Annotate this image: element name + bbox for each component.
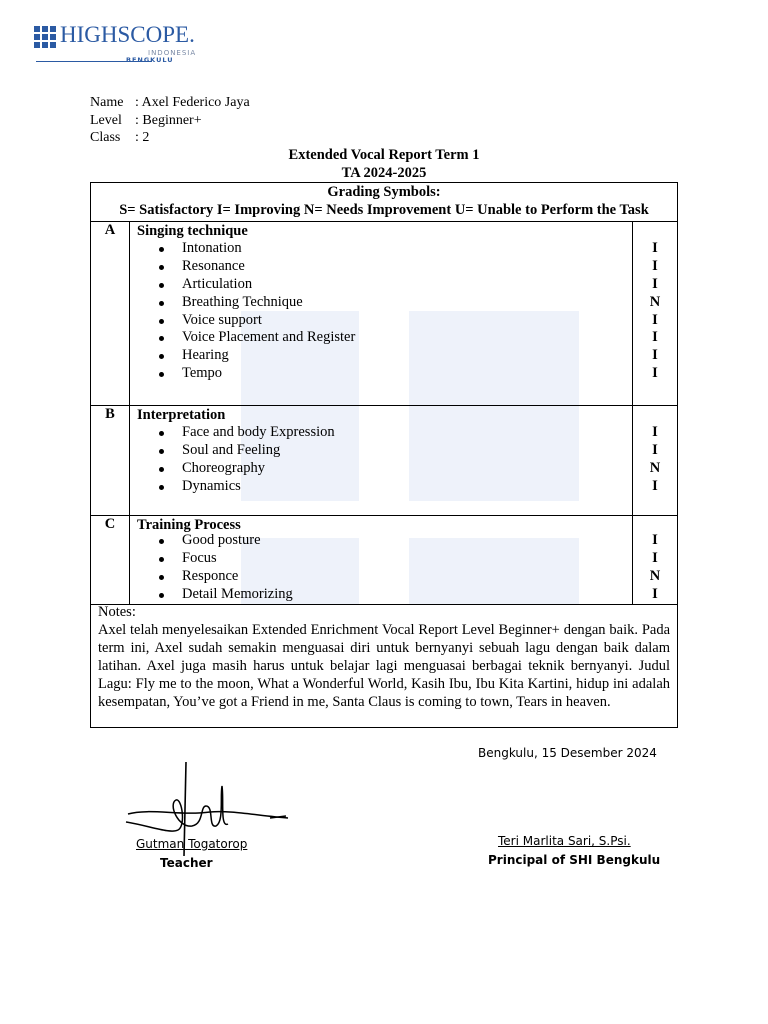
grade-value: I [652,365,658,382]
item-label: Intonation [182,240,242,256]
list-item [137,424,335,442]
grade-value: I [652,477,658,494]
item-label: Responce [182,567,239,584]
bullet-icon [159,467,164,472]
logo-city: BENGKULU [126,56,174,64]
bullet-icon [159,485,164,490]
bullet-icon [159,301,164,306]
grade-value: I [652,240,658,256]
bullet-icon [159,372,164,377]
grading-header [91,183,677,222]
section-content [137,406,225,424]
report-year: TA 2024-2025 [341,165,427,181]
student-level-row [90,112,250,130]
grade-value: I [652,441,658,458]
list-item [137,347,355,365]
grade-value: N [649,293,661,310]
student-info [90,94,250,147]
notes-text: Axel telah menyelesaikan Extended Enrichment Vocal Report Level Beginner+ dengan baik. Pada term ini, Axel sudah semakin menguasai diri untuk bernyanyi sebuah lagu dengan baik dalam latihan. Axel juga masih harus untuk belajar lagi menguasai berbagai teknik bernyanyi. Judul Lagu: Fly me to the moon, What a Wonderful World, Kasih Ibu, Ibu Kita Kartini, hidup ini adalah kesempatan, You’ve got a Friend in me, Santa Claus is coming to town, Tears in heaven. [98,621,670,710]
list-item [137,365,355,383]
bullet-icon [159,354,164,359]
bullet-icon [159,449,164,454]
section-items [137,424,335,496]
item-label: Face and body Expression [182,424,335,440]
section-training-process [91,515,677,605]
notes-label: Notes: [98,604,136,620]
teacher-role: Teacher [160,856,213,870]
section-items [137,532,293,604]
section-heading: Training Process [137,517,241,533]
logo-country: INDONESIA [148,49,197,57]
item-label: Tempo [182,365,223,382]
grade-value: I [652,585,658,602]
report-title: Extended Vocal Report Term 1 [288,147,480,163]
list-item [137,329,355,347]
section-letter: A [91,221,130,405]
bullet-icon [159,557,164,562]
list-item [137,586,293,604]
grading-legend: S= Satisfactory I= Improving N= Needs Improvement U= Unable to Perform the Task [119,202,649,218]
item-label: Hearing [182,347,229,364]
section-heading: Singing technique [137,223,248,239]
item-label: Dynamics [182,477,241,494]
section-interpretation [91,405,677,516]
item-label: Articulation [182,275,253,292]
name-label: Name [90,95,124,110]
section-singing-technique [91,221,677,406]
grade-value: I [652,347,658,364]
item-label: Detail Memorizing [182,585,293,602]
item-label: Voice support [182,311,262,328]
item-label: Choreography [182,459,265,476]
item-label: Good posture [182,532,261,548]
list-item [137,294,355,312]
list-item [137,478,335,496]
grade-value: I [652,424,658,440]
list-item [137,276,355,294]
grading-heading: Grading Symbols: [327,184,441,200]
item-label: Focus [182,549,217,566]
class-value: : 2 [135,130,150,145]
section-letter: B [91,405,130,515]
class-label: Class [90,130,121,145]
grade-value: I [652,275,658,292]
grade-list [633,532,677,604]
grade-value: I [652,257,658,274]
grade-value: I [652,532,658,548]
bullet-icon [159,247,164,252]
section-items [137,240,355,383]
principal-role: Principal of SHI Bengkulu [488,853,661,867]
bullet-icon [159,593,164,598]
list-item [137,442,335,460]
list-item [137,312,355,330]
bullet-icon [159,283,164,288]
grade-value: I [652,311,658,328]
item-label: Voice Placement and Register [182,329,356,346]
name-value: : Axel Federico Jaya [135,95,250,110]
grade-value: N [649,459,661,476]
list-item [137,460,335,478]
grade-list [633,240,677,383]
bullet-icon [159,431,164,436]
level-label: Level [90,112,122,128]
list-item [137,258,355,276]
section-heading: Interpretation [137,407,226,423]
section-letter: C [91,515,130,604]
bullet-icon [159,265,164,270]
school-logo [30,22,197,70]
student-class-row [90,129,250,147]
bullet-icon [159,336,164,341]
notes-section [91,604,677,711]
principal-name: Teri Marlita Sari, S.Psi. [498,834,631,848]
level-value: : Beginner+ [135,112,202,128]
teacher-name: Gutman Togatorop [136,837,248,851]
item-label: Resonance [182,257,245,274]
grade-value: I [652,549,658,566]
list-item [137,240,355,258]
place-date: Bengkulu, 15 Desember 2024 [478,746,657,760]
section-content [137,222,248,240]
list-item [137,550,293,568]
item-label: Soul and Feeling [182,441,281,458]
grade-value: N [649,567,661,584]
bullet-icon [159,575,164,580]
report-table [90,182,678,728]
logo-mark-icon [34,26,56,48]
grade-value: I [652,329,658,346]
grade-list [633,424,677,496]
bullet-icon [159,539,164,544]
list-item [137,532,293,550]
logo-brand: HIGHSCOPE. [60,22,195,47]
item-label: Breathing Technique [182,293,303,310]
list-item [137,568,293,586]
bullet-icon [159,319,164,324]
student-name-row [90,94,250,112]
